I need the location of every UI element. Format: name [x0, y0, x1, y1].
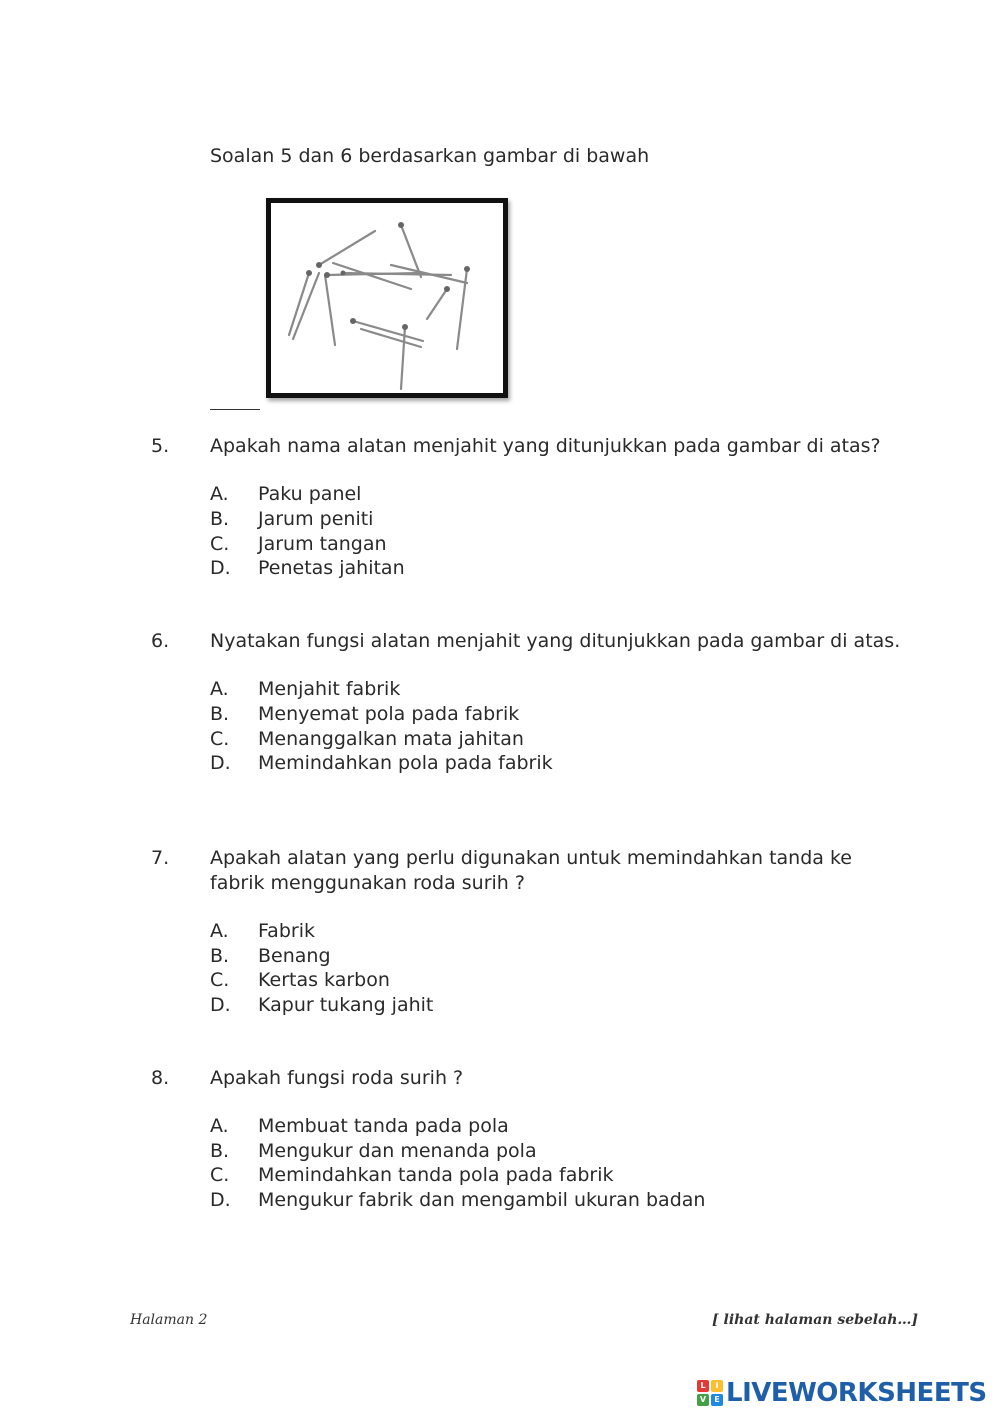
- underline-divider: [210, 409, 260, 410]
- question-8-option-c[interactable]: Memindahkan tanda pola pada fabrik: [258, 1164, 614, 1186]
- logo-tile-i: I: [711, 1380, 723, 1392]
- question-7-option-b-letter: B.: [210, 945, 230, 967]
- question-5-option-a[interactable]: Paku panel: [258, 483, 362, 505]
- question-8-number: 8.: [151, 1067, 170, 1089]
- question-6-option-b[interactable]: Menyemat pola pada fabrik: [258, 703, 520, 725]
- next-page-note: [ lihat halaman sebelah…]: [712, 1312, 918, 1328]
- question-8-option-b-letter: B.: [210, 1140, 230, 1162]
- pins-image: [266, 198, 508, 398]
- question-5-option-c[interactable]: Jarum tangan: [258, 533, 387, 555]
- question-7-option-b[interactable]: Benang: [258, 945, 331, 967]
- question-8-text: Apakah fungsi roda surih ?: [210, 1067, 464, 1089]
- question-6-option-d-letter: D.: [210, 752, 231, 774]
- question-5-option-c-letter: C.: [210, 533, 230, 555]
- question-8-option-d-letter: D.: [210, 1189, 231, 1211]
- question-5-number: 5.: [151, 435, 170, 457]
- question-6-option-c[interactable]: Menanggalkan mata jahitan: [258, 728, 524, 750]
- question-7-option-a[interactable]: Fabrik: [258, 920, 315, 942]
- question-6-option-b-letter: B.: [210, 703, 230, 725]
- question-5-option-b-letter: B.: [210, 508, 230, 530]
- question-8-option-a[interactable]: Membuat tanda pada pola: [258, 1115, 509, 1137]
- sewing-pins-icon: [271, 203, 503, 393]
- question-8-option-a-letter: A.: [210, 1115, 229, 1137]
- question-6-option-d[interactable]: Memindahkan pola pada fabrik: [258, 752, 553, 774]
- question-5-text: Apakah nama alatan menjahit yang ditunjukkan pada gambar di atas?: [210, 435, 881, 457]
- logo-tile-l: L: [697, 1380, 709, 1392]
- question-7-option-d-letter: D.: [210, 994, 231, 1016]
- liveworksheets-logo-icon: [697, 1380, 723, 1406]
- question-7-text-line-1: Apakah alatan yang perlu digunakan untuk memindahkan tanda ke: [210, 847, 852, 869]
- intro-text: Soalan 5 dan 6 berdasarkan gambar di bawah: [210, 145, 650, 167]
- question-8-option-c-letter: C.: [210, 1164, 230, 1186]
- question-6-option-a-letter: A.: [210, 678, 229, 700]
- question-7-option-c-letter: C.: [210, 969, 230, 991]
- question-5-option-b[interactable]: Jarum peniti: [258, 508, 374, 530]
- liveworksheets-logo[interactable]: [697, 1378, 987, 1408]
- question-7-text-line-2: fabrik menggunakan roda surih ?: [210, 872, 525, 894]
- question-6-option-c-letter: C.: [210, 728, 230, 750]
- question-5-option-d[interactable]: Penetas jahitan: [258, 557, 405, 579]
- question-5-option-a-letter: A.: [210, 483, 229, 505]
- logo-tile-e: E: [711, 1394, 723, 1406]
- question-7-option-c[interactable]: Kertas karbon: [258, 969, 390, 991]
- question-8-option-b[interactable]: Mengukur dan menanda pola: [258, 1140, 537, 1162]
- question-6-option-a[interactable]: Menjahit fabrik: [258, 678, 401, 700]
- question-6-number: 6.: [151, 630, 170, 652]
- logo-tile-v: V: [697, 1394, 709, 1406]
- question-5-option-d-letter: D.: [210, 557, 231, 579]
- question-7-option-d[interactable]: Kapur tukang jahit: [258, 994, 434, 1016]
- question-7-number: 7.: [151, 847, 170, 869]
- question-6-text: Nyatakan fungsi alatan menjahit yang ditunjukkan pada gambar di atas.: [210, 630, 901, 652]
- liveworksheets-logo-text: LIVEWORKSHEETS: [726, 1378, 987, 1408]
- page-number: Halaman 2: [130, 1312, 208, 1328]
- question-8-option-d[interactable]: Mengukur fabrik dan mengambil ukuran badan: [258, 1189, 706, 1211]
- question-7-option-a-letter: A.: [210, 920, 229, 942]
